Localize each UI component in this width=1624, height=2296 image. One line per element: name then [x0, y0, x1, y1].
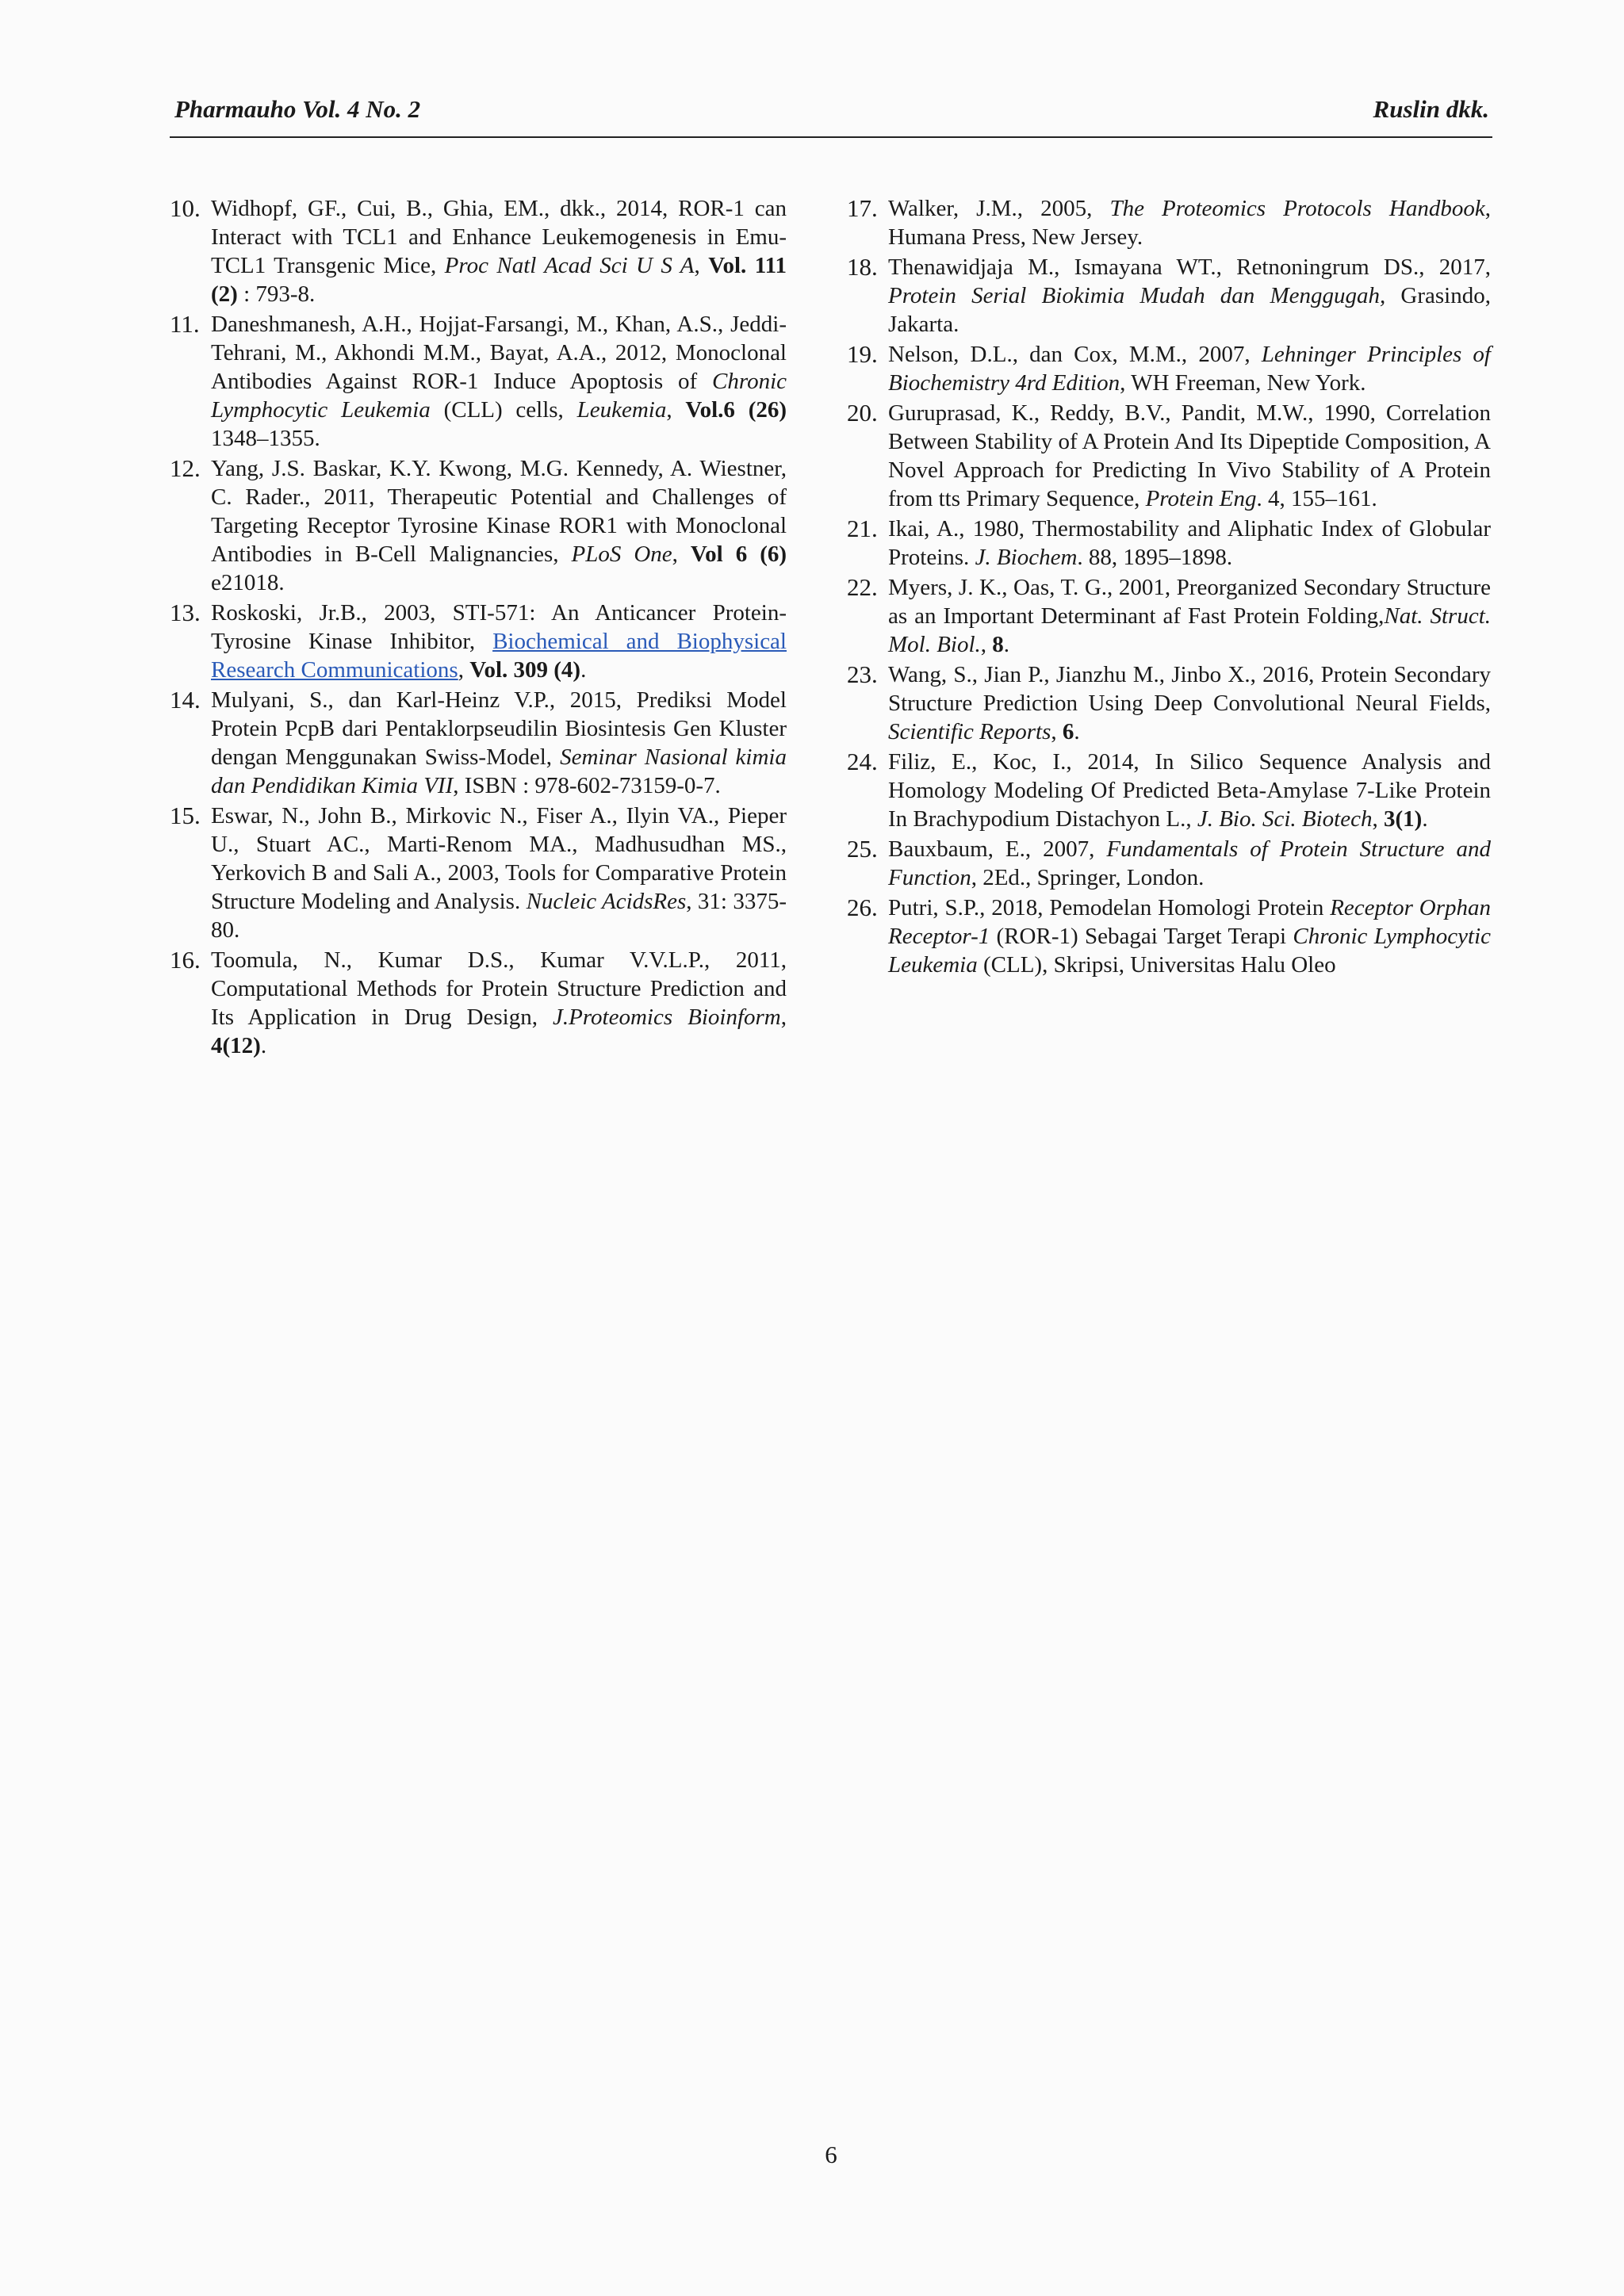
reference-text: Filiz, E., Koc, I., 2014, In Silico Sequence Analysis and Homology Modeling Of Predicted Beta-Amylase 7-Like Protein In Brachypodium Distachyon L., — [888, 749, 1491, 832]
reference-text: , — [666, 397, 686, 423]
reference-number: 24. — [847, 748, 878, 775]
reference-text: Eswar, N., John B., Mirkovic N., Fiser A., Ilyin VA., Pieper U., Stuart AC., Marti-Renom MA., Madhusudhan MS., Yerkovich B and Sali A., 2003, Tools for Comparative Protein Structure Modeling and Analysis. — [211, 803, 787, 914]
bold-text: Vol. 309 (4) — [469, 657, 581, 683]
reference-item — [847, 748, 1491, 833]
reference-number: 22. — [847, 573, 878, 601]
italic-text: Lehninger Principles of Biochemistry 4rd Edition — [888, 342, 1491, 396]
reference-text: Mulyani, S., dan Karl-Heinz V.P., 2015, Prediksi Model Protein PcpB dari Pentaklorpseudilin Biosintesis Gen Kluster dengan Menggunakan Swiss-Model, — [211, 687, 787, 770]
reference-text: Myers, J. K., Oas, T. G., 2001, Preorganized Secondary Structure as an Important Determinant af Fast Protein Folding, — [888, 575, 1491, 629]
italic-text: Protein Eng — [1145, 486, 1257, 511]
reference-item — [847, 340, 1491, 397]
reference-text: Walker, J.M., 2005, — [888, 196, 1110, 221]
reference-number: 16. — [170, 946, 201, 974]
reference-number: 21. — [847, 515, 878, 542]
reference-text: Thenawidjaja M., Ismayana WT., Retnoningrum DS., 2017, — [888, 254, 1491, 280]
running-header — [170, 95, 1492, 138]
reference-item — [170, 310, 787, 453]
reference-item — [170, 194, 787, 308]
reference-text: Wang, S., Jian P., Jianzhu M., Jinbo X., 2016, Protein Secondary Structure Prediction Using Deep Convolutional Neural Fields, — [888, 662, 1491, 716]
reference-item — [847, 515, 1491, 572]
reference-text: Roskoski, Jr.B., 2003, STI-571: An Anticancer Protein-Tyrosine Kinase Inhibitor, — [211, 600, 787, 654]
reference-number: 23. — [847, 660, 878, 688]
reference-text: 1348–1355. — [211, 426, 320, 451]
reference-text: , 31: 3375-80. — [211, 889, 787, 943]
reference-link[interactable]: Biochemical and Biophysical Research Communications — [211, 629, 787, 683]
reference-text: , WH Freeman, New York. — [1120, 370, 1366, 396]
reference-text: : 793-8. — [237, 281, 316, 307]
reference-text: , — [980, 632, 993, 657]
italic-text: J. Bio. Sci. Biotech — [1197, 806, 1373, 832]
italic-text: Leukemia — [576, 397, 667, 423]
reference-item — [170, 686, 787, 800]
italic-text: Protein Serial Biokimia Mudah dan Menggugah, — [888, 283, 1386, 308]
reference-text: Guruprasad, K., Reddy, B.V., Pandit, M.W., 1990, Correlation Between Stability of A Protein And Its Dipeptide Composition, A Novel Approach for Predicting In Vivo Stability of A Protein from tts Primary Sequence, — [888, 400, 1491, 511]
reference-text: Toomula, N., Kumar D.S., Kumar V.V.L.P., 2011, Computational Methods for Protein Structure Prediction and Its Application in Drug Design, — [211, 947, 787, 1030]
page-number: 6 — [825, 2141, 837, 2168]
reference-text: , — [694, 253, 709, 278]
italic-text: Chronic Lymphocytic Leukemia — [211, 369, 787, 423]
italic-text: Chronic Lymphocytic Leukemia — [888, 924, 1491, 978]
italic-text: Fundamentals of Protein Structure and Function — [888, 836, 1491, 890]
reference-item — [170, 454, 787, 597]
references-right-column — [847, 194, 1491, 981]
italic-text: The Proteomics Protocols Handbook — [1109, 196, 1485, 221]
reference-text: (CLL), Skripsi, Universitas Halu Oleo — [977, 952, 1336, 978]
bold-text: 8 — [992, 632, 1004, 657]
reference-text: e21018. — [211, 570, 285, 595]
bold-text: 6 — [1062, 719, 1074, 744]
reference-text: . — [1074, 719, 1080, 744]
reference-number: 20. — [847, 399, 878, 427]
reference-text: , — [458, 657, 470, 683]
reference-text: , — [1372, 806, 1384, 832]
reference-text: , ISBN : 978-602-73159-0-7. — [453, 773, 721, 798]
reference-text: , Humana Press, New Jersey. — [888, 196, 1491, 250]
reference-number: 13. — [170, 599, 201, 626]
bold-text: Vol. 111 (2) — [211, 253, 787, 307]
reference-text: , — [1051, 719, 1063, 744]
bold-text: 4(12) — [211, 1033, 261, 1058]
reference-text: Widhopf, GF., Cui, B., Ghia, EM., dkk., 2014, ROR-1 can Interact with TCL1 and Enhance Leukemogenesis in Emu-TCL1 Transgenic Mice, — [211, 196, 787, 278]
reference-item — [847, 835, 1491, 892]
italic-text: PLoS One — [571, 541, 672, 567]
italic-text: Seminar Nasional kimia dan Pendidikan Kimia VII — [211, 744, 787, 798]
reference-number: 25. — [847, 835, 878, 863]
reference-text: . 88, 1895–1898. — [1077, 545, 1233, 570]
reference-text: . — [1422, 806, 1428, 832]
reference-number: 12. — [170, 454, 201, 482]
reference-text: , — [672, 541, 691, 567]
reference-number: 10. — [170, 194, 201, 222]
reference-text: (CLL) cells, — [430, 397, 577, 423]
references-left-column — [170, 194, 787, 1062]
bold-text: Vol 6 (6) — [690, 541, 787, 567]
italic-text: Receptor Orphan Receptor-1 — [888, 895, 1491, 949]
reference-text: Ikai, A., 1980, Thermostability and Aliphatic Index of Globular Proteins. — [888, 516, 1491, 570]
reference-text: , 2Ed., Springer, London. — [971, 865, 1205, 890]
reference-number: 15. — [170, 802, 201, 829]
reference-text: Putri, S.P., 2018, Pemodelan Homologi Protein — [888, 895, 1331, 920]
reference-item — [170, 802, 787, 944]
reference-number: 19. — [847, 340, 878, 368]
reference-number: 18. — [847, 253, 878, 281]
reference-text: . — [580, 657, 587, 683]
reference-item — [847, 253, 1491, 339]
reference-item — [170, 946, 787, 1060]
italic-text: Scientific Reports — [888, 719, 1051, 744]
reference-text: . — [260, 1033, 267, 1058]
reference-number: 26. — [847, 894, 878, 921]
reference-text: Yang, J.S. Baskar, K.Y. Kwong, M.G. Kennedy, A. Wiestner, C. Rader., 2011, Therapeutic Potential and Challenges of Targeting Receptor Tyrosine Kinase ROR1 with Monoclonal Antibodies in B-Cell Malignancies, — [211, 456, 787, 567]
reference-item — [847, 660, 1491, 746]
bold-text: Vol.6 (26) — [685, 397, 787, 423]
reference-text: Daneshmanesh, A.H., Hojjat-Farsangi, M., Khan, A.S., Jeddi-Tehrani, M., Akhondi M.M., Bayat, A.A., 2012, Monoclonal Antibodies Against ROR-1 Induce Apoptosis of — [211, 312, 787, 394]
italic-text: Nat. Struct. Mol. Biol. — [888, 603, 1491, 657]
reference-item — [847, 194, 1491, 251]
italic-text: J.Proteomics Bioinform — [552, 1004, 781, 1030]
italic-text: Nucleic AcidsRes — [526, 889, 687, 914]
reference-text: Bauxbaum, E., 2007, — [888, 836, 1107, 862]
reference-item — [847, 894, 1491, 979]
reference-text: , — [780, 1004, 787, 1030]
reference-item — [170, 599, 787, 684]
reference-number: 17. — [847, 194, 878, 222]
reference-number: 14. — [170, 686, 201, 714]
reference-text: . 4, 155–161. — [1256, 486, 1377, 511]
italic-text: J. Biochem — [975, 545, 1078, 570]
reference-item — [847, 573, 1491, 659]
reference-number: 11. — [170, 310, 200, 338]
reference-text: Grasindo, Jakarta. — [888, 283, 1491, 337]
reference-text: (ROR-1) Sebagai Target Terapi — [990, 924, 1293, 949]
reference-text: Nelson, D.L., dan Cox, M.M., 2007, — [888, 342, 1262, 367]
reference-item — [847, 399, 1491, 513]
italic-text: Proc Natl Acad Sci U S A — [444, 253, 695, 278]
reference-text: . — [1003, 632, 1010, 657]
journal-title: Pharmauho Vol. 4 No. 2 — [174, 95, 421, 123]
header-authors: Ruslin dkk. — [1373, 95, 1489, 123]
bold-text: 3(1) — [1383, 806, 1423, 832]
